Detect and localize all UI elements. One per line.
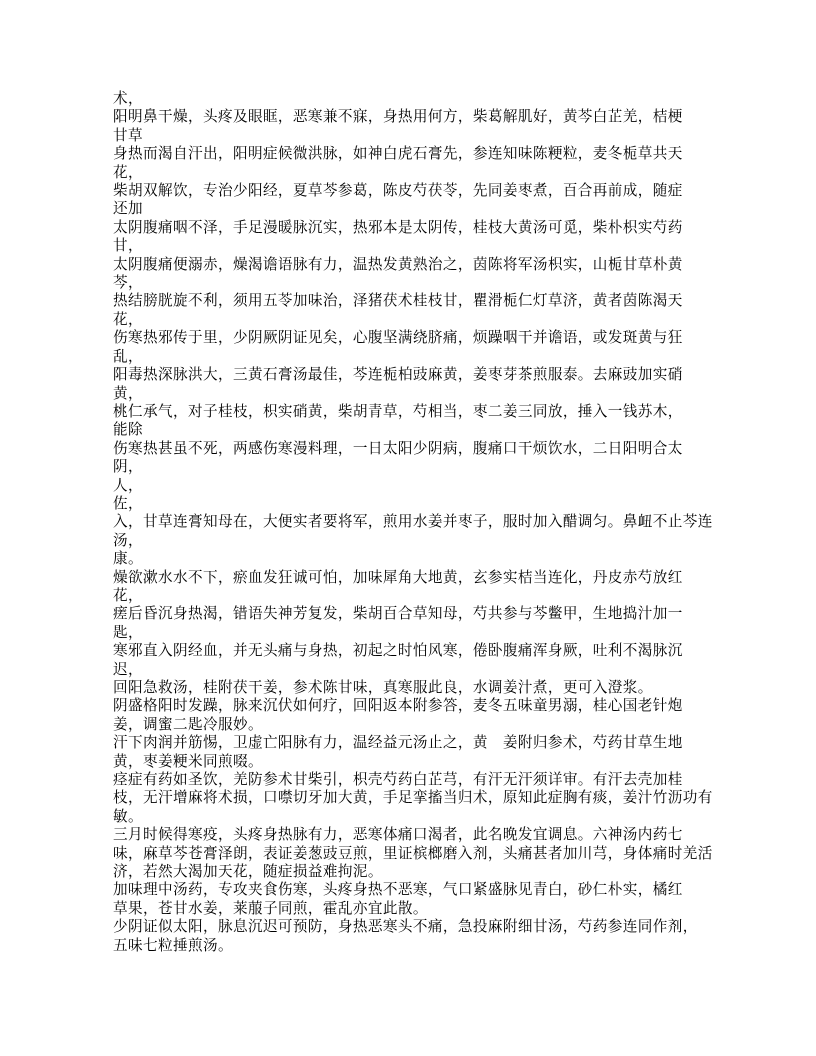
text-line: 黄，枣姜粳米同煎啜。	[113, 752, 263, 770]
text-line: 热结膀胱旋不利，须用五苓加味治，泽猪茯术桂枝甘，瞿滑栀仁灯草济，黄者茵陈渴天	[113, 292, 683, 310]
text-line: 阳毒热深脉洪大，三黄石膏汤最佳，芩连栀柏豉麻黄，姜枣芽茶煎服泰。去麻豉加实硝	[113, 366, 683, 384]
text-line: 瘥后昏沉身热渴，错语失神芳复发，柴胡百合草知母，芍共参与芩鳖甲，生地捣汁加一	[113, 605, 683, 623]
text-line: 回阳急救汤，桂附茯干姜，参术陈甘味，真寒服此良，水调姜汁煮，更可入澄浆。	[113, 679, 653, 696]
text-line: 燥欲漱水水不下，瘀血发狂诚可怕，加味犀角大地黄，玄参实桔当连化，丹皮赤芍放红	[113, 568, 683, 586]
text-line: 枝，无汗增麻将术损，口噤切牙加大黄，手足挛搐当归术，原知此症胸有痰，姜汁竹沥功有	[113, 789, 713, 807]
text-line: 康。	[113, 550, 143, 568]
text-line: 黄，	[113, 384, 143, 402]
text-line: 汤，	[113, 531, 143, 549]
text-line: 术，	[113, 90, 143, 107]
text-line: 姜，调蜜二匙冷服妙。	[113, 715, 263, 733]
text-line: 阴，	[113, 458, 143, 476]
text-line: 济，若然大渴加天花，随症损益难拘泥。	[113, 863, 383, 881]
text-line: 敏。	[113, 807, 143, 825]
text-line: 能除	[113, 421, 143, 439]
text-line: 甘草	[113, 126, 143, 144]
text-line: 花，	[113, 586, 143, 604]
text-line: 阴盛格阳时发躁，脉来沉伏如何疗，回阳返本附参答，麦冬五味童男溺，桂心国老针炮	[113, 697, 683, 715]
text-line: 太阴腹痛咽不泽，手足漫暖脉沉实，热邪本是太阴传，桂枝大黄汤可觅，柴朴枳实芍药	[113, 218, 683, 236]
text-line: 人，	[113, 476, 143, 494]
text-line: 入，甘草连膏知母在，大便实者要将军，煎用水姜并枣子，服时加入醋调匀。鼻衄不止芩连	[113, 513, 713, 531]
text-line: 佐，	[113, 494, 143, 512]
text-line: 芩，	[113, 274, 143, 292]
text-line: 草果，苍甘水姜，莱菔子同煎，霍乱亦宜此散。	[113, 899, 428, 917]
text-line: 花，	[113, 163, 143, 181]
text-line: 匙，	[113, 623, 143, 641]
text-line: 乱，	[113, 347, 143, 365]
text-line: 柴胡双解饮，专治少阳经，夏草芩参葛，陈皮芍茯苓，先同姜枣煮，百合再前成，随症	[113, 182, 683, 200]
text-line: 少阴证似太阳，脉息沉迟可预防，身热恶寒头不痛，急投麻附细甘汤，芍药参连同作剂，	[113, 918, 698, 936]
text-line: 还加	[113, 200, 143, 218]
text-line: 痉症有药如圣饮，羌防参术甘柴引，枳壳芍药白芷芎，有汗无汗须详审。有汗去壳加桂	[113, 771, 683, 789]
text-line: 迟，	[113, 660, 143, 678]
text-line: 阳明鼻干燥，头疼及眼眶，恶寒兼不寐，身热用何方，柴葛解肌好，黄芩白芷羌，桔梗	[113, 108, 683, 126]
text-line: 伤寒热甚虽不死，两感伤寒漫料理，一日太阳少阴病，腹痛口干烦饮水，二日阳明合太	[113, 439, 683, 457]
text-line: 桃仁承气，对子桂枝，枳实硝黄，柴胡青草，芍相当，枣二姜三同放，捶入一钱苏木，	[113, 402, 683, 420]
text-line: 身热而渴自汗出，阳明症候微洪脉，如神白虎石膏先，参连知味陈粳粒，麦冬栀草共天	[113, 145, 683, 163]
text-line: 寒邪直入阴经血，并无头痛与身热，初起之时怕风寒，倦卧腹痛浑身厥，吐利不渴脉沉	[113, 642, 683, 660]
text-line: 味，麻草芩苍膏泽朗，表证姜葱豉豆煎，里证槟榔磨入剂，头痛甚者加川芎，身体痛时羌活	[113, 844, 713, 862]
text-line: 伤寒热邪传于里，少阴厥阴证见矣，心腹坚满绕脐痛，烦躁咽干并谵语，或发斑黄与狂	[113, 329, 683, 347]
text-line: 汗下肉润并筋惕，卫虚亡阳脉有力，温经益元汤止之，黄 姜附归参术，芍药甘草生地	[113, 734, 683, 752]
text-line: 五味七粒捶煎汤。	[113, 936, 233, 954]
text-line: 太阴腹痛便溺赤，燥渴谵语脉有力，温热发黄熟治之，茵陈将军汤枳实，山栀甘草朴黄	[113, 255, 683, 273]
text-line: 甘，	[113, 237, 143, 255]
text-line: 花，	[113, 310, 143, 328]
text-line: 加味理中汤药，专攻夹食伤寒，头疼身热不恶寒，气口紧盛脉见青白，砂仁朴实，橘红	[113, 881, 683, 899]
text-block	[113, 90, 713, 955]
text-line: 三月时候得寒疫，头疼身热脉有力，恶寒体痛口渴者，此名晚发宜调息。六神汤内药七	[113, 826, 683, 844]
